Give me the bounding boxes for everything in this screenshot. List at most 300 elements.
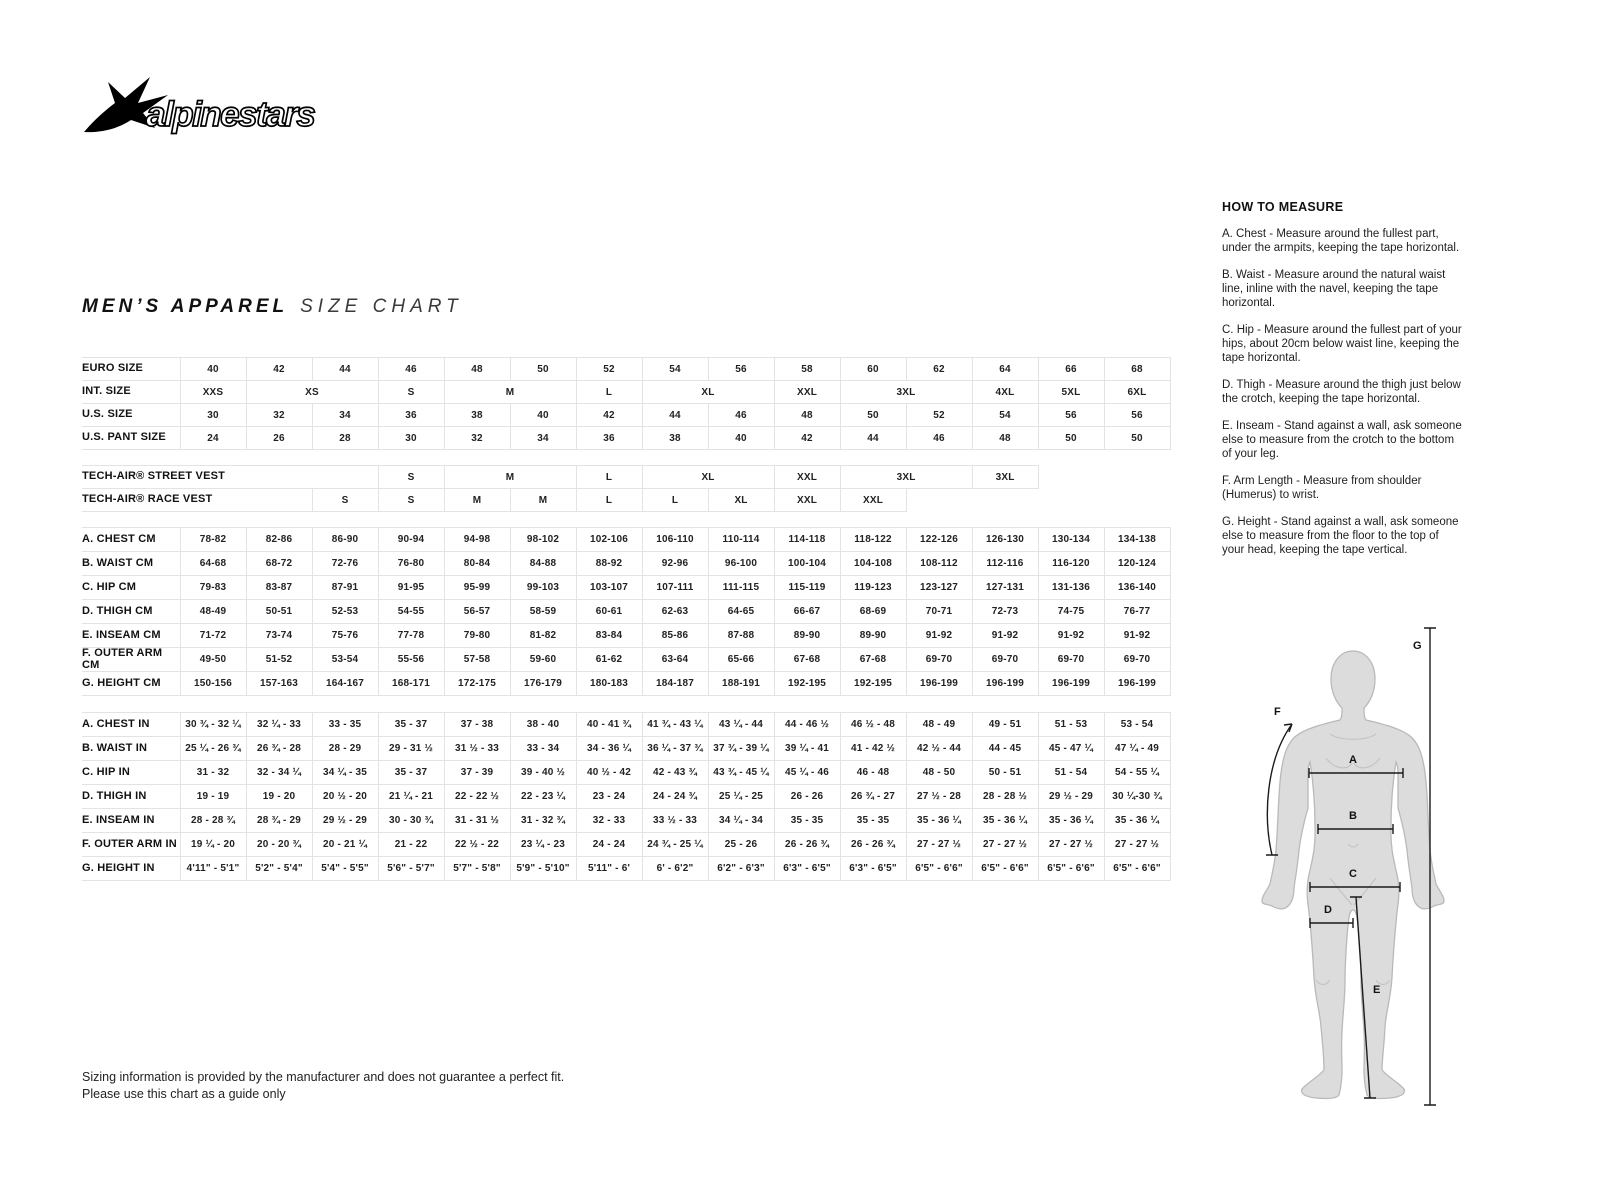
size-cell: 40 (708, 427, 774, 450)
size-cell: 50 - 51 (972, 761, 1038, 785)
size-cell: 28 - 28 ¾ (180, 809, 246, 833)
size-cell: 180-183 (576, 672, 642, 696)
size-cell: 27 - 27 ½ (972, 833, 1038, 857)
size-cell: 46 - 48 (840, 761, 906, 785)
size-cell: 35 - 36 ¼ (1104, 809, 1170, 833)
size-cell: 35 - 37 (378, 713, 444, 737)
row-label: C. HIP CM (82, 576, 180, 600)
size-cell: 91-92 (1038, 624, 1104, 648)
size-cell: 31 - 32 (180, 761, 246, 785)
size-cell: 61-62 (576, 648, 642, 672)
size-cell: 22 ½ - 22 (444, 833, 510, 857)
size-cell: XXL (774, 466, 840, 489)
size-cell: 107-111 (642, 576, 708, 600)
size-cell: 94-98 (444, 528, 510, 552)
size-conversion-table (82, 357, 1171, 450)
alpinestars-logo (80, 74, 360, 146)
table-row (82, 833, 1170, 857)
size-cell: 119-123 (840, 576, 906, 600)
size-cell: 5'7" - 5'8" (444, 857, 510, 881)
size-cell: 35 - 37 (378, 761, 444, 785)
size-cell: 5'4" - 5'5" (312, 857, 378, 881)
size-cell: 24 - 24 (576, 833, 642, 857)
size-cell: 30 ¾ - 32 ¼ (180, 713, 246, 737)
size-cell: 106-110 (642, 528, 708, 552)
size-cell: 21 - 22 (378, 833, 444, 857)
size-cell: 89-90 (774, 624, 840, 648)
size-cell: 35 - 35 (774, 809, 840, 833)
size-cell: 52 (576, 358, 642, 381)
table-row (82, 427, 1170, 450)
label-inseam: E (1373, 984, 1381, 996)
size-cell: 87-88 (708, 624, 774, 648)
table-row (82, 528, 1170, 552)
size-cell: 30 ¼-30 ¾ (1104, 785, 1170, 809)
tech-air-table (82, 465, 1170, 512)
size-cell: 126-130 (972, 528, 1038, 552)
size-cell: 26 (246, 427, 312, 450)
size-cell: 33 - 34 (510, 737, 576, 761)
size-cell: 52-53 (312, 600, 378, 624)
table-row (82, 489, 1170, 512)
size-cell: M (444, 381, 576, 404)
size-cell: 66-67 (774, 600, 840, 624)
size-cell: 27 - 27 ½ (1104, 833, 1170, 857)
row-label: B. WAIST CM (82, 552, 180, 576)
size-cell: 5'9" - 5'10" (510, 857, 576, 881)
size-cell: 20 ½ - 20 (312, 785, 378, 809)
size-cell: 62-63 (642, 600, 708, 624)
size-cell: 83-84 (576, 624, 642, 648)
footer-line-1: Sizing information is provided by the manufacturer and does not guarantee a perfect fit. (82, 1070, 565, 1084)
measure-item-hip: C. Hip - Measure around the fullest part of your hips, about 20cm below waist line, keeping the tape horizontal. (1222, 324, 1462, 364)
size-cell: 62 (906, 358, 972, 381)
size-cell: 28 - 28 ½ (972, 785, 1038, 809)
size-cell: 38 (642, 427, 708, 450)
size-cell: 95-99 (444, 576, 510, 600)
table-row (82, 785, 1170, 809)
size-cell: 188-191 (708, 672, 774, 696)
size-cell: 48 (444, 358, 510, 381)
size-cell: 91-92 (906, 624, 972, 648)
size-cell: 25 ¼ - 26 ¾ (180, 737, 246, 761)
size-cell: XXS (180, 381, 246, 404)
size-cell: 103-107 (576, 576, 642, 600)
size-cell: 56 (1104, 404, 1170, 427)
size-cell: 130-134 (1038, 528, 1104, 552)
size-cell: 38 (444, 404, 510, 427)
size-cell: 55-56 (378, 648, 444, 672)
size-cell: 64-65 (708, 600, 774, 624)
size-cell: 40 ½ - 42 (576, 761, 642, 785)
size-cell: S (378, 489, 444, 512)
size-cell: 102-106 (576, 528, 642, 552)
size-cell: 54-55 (378, 600, 444, 624)
table-row (82, 576, 1170, 600)
size-cell: 90-94 (378, 528, 444, 552)
table-row (82, 381, 1170, 404)
size-cell: 44 (642, 404, 708, 427)
size-cell: 53-54 (312, 648, 378, 672)
size-cell: 50 (510, 358, 576, 381)
size-cell: 68-72 (246, 552, 312, 576)
size-cell: 50 (840, 404, 906, 427)
size-cell: 5XL (1038, 381, 1104, 404)
size-cell: 46 (378, 358, 444, 381)
size-cell: 33 - 35 (312, 713, 378, 737)
size-cell: 6'2" - 6'3" (708, 857, 774, 881)
size-cell: 28 ¾ - 29 (246, 809, 312, 833)
size-cell: 110-114 (708, 528, 774, 552)
size-cell: 6'5" - 6'6" (972, 857, 1038, 881)
size-cell: 41 ¾ - 43 ¼ (642, 713, 708, 737)
size-cell: 56-57 (444, 600, 510, 624)
size-cell: 34 - 36 ¼ (576, 737, 642, 761)
size-cell: 39 ¼ - 41 (774, 737, 840, 761)
size-cell: 56 (1038, 404, 1104, 427)
size-cell: 51 - 54 (1038, 761, 1104, 785)
size-cell: 19 - 19 (180, 785, 246, 809)
size-cell: 64 (972, 358, 1038, 381)
size-cell: 42 ½ - 44 (906, 737, 972, 761)
size-cell: XS (246, 381, 378, 404)
measure-item-waist: B. Waist - Measure around the natural waist line, inline with the navel, keeping the tape horizontal. (1222, 269, 1446, 309)
size-cell: 26 ¾ - 28 (246, 737, 312, 761)
size-cell: 6XL (1104, 381, 1170, 404)
table-row (82, 404, 1170, 427)
size-cell: 28 - 29 (312, 737, 378, 761)
size-cell: 84-88 (510, 552, 576, 576)
size-cell: 122-126 (906, 528, 972, 552)
size-cell: 36 (576, 427, 642, 450)
size-cell: 63-64 (642, 648, 708, 672)
row-label: F. OUTER ARM CM (82, 648, 180, 672)
size-cell: 46 (708, 404, 774, 427)
size-cell: 88-92 (576, 552, 642, 576)
size-cell: 26 ¾ - 27 (840, 785, 906, 809)
size-cell: 87-91 (312, 576, 378, 600)
label-arm: F (1274, 706, 1281, 718)
size-cell: 3XL (972, 466, 1038, 489)
size-cell: 57-58 (444, 648, 510, 672)
size-cell: 27 ½ - 28 (906, 785, 972, 809)
size-cell: 45 - 47 ¼ (1038, 737, 1104, 761)
size-cell: 66 (1038, 358, 1104, 381)
size-cell: 96-100 (708, 552, 774, 576)
size-cell: 104-108 (840, 552, 906, 576)
measure-item-arm-length: F. Arm Length - Measure from shoulder (Humerus) to wrist. (1222, 475, 1422, 501)
page-title-main: MEN’S APPAREL (82, 296, 289, 317)
size-cell: 56 (708, 358, 774, 381)
size-cell: 50-51 (246, 600, 312, 624)
row-label: G. HEIGHT IN (82, 857, 180, 881)
empty-cell (906, 489, 1170, 512)
size-cell: 64-68 (180, 552, 246, 576)
size-cell: L (576, 489, 642, 512)
footer-line-2: Please use this chart as a guide only (82, 1087, 286, 1101)
size-cell: 111-115 (708, 576, 774, 600)
size-cell: 32 (444, 427, 510, 450)
row-label: F. OUTER ARM IN (82, 833, 180, 857)
size-cell: 4'11" - 5'1" (180, 857, 246, 881)
size-cell: 52 (906, 404, 972, 427)
size-cell: 69-70 (1038, 648, 1104, 672)
size-cell: 71-72 (180, 624, 246, 648)
size-cell: 42 (774, 427, 840, 450)
size-cell: 67-68 (840, 648, 906, 672)
size-cell: 22 - 22 ½ (444, 785, 510, 809)
size-cell: 54 (642, 358, 708, 381)
size-cell: 91-95 (378, 576, 444, 600)
size-cell: 35 - 36 ¼ (906, 809, 972, 833)
row-label: U.S. SIZE (82, 404, 180, 427)
size-cell: 91-92 (972, 624, 1038, 648)
size-cell: 33 ½ - 33 (642, 809, 708, 833)
size-cell: 35 - 36 ¼ (1038, 809, 1104, 833)
size-cell: 26 - 26 (774, 785, 840, 809)
size-cell: 164-167 (312, 672, 378, 696)
measurements-cm-table (82, 527, 1171, 696)
size-cell: 32 ¼ - 33 (246, 713, 312, 737)
size-cell: 31 ½ - 33 (444, 737, 510, 761)
body-measurement-figure (1230, 612, 1460, 1112)
size-cell: 41 - 42 ½ (840, 737, 906, 761)
empty-cell (1038, 466, 1170, 489)
size-cell: 114-118 (774, 528, 840, 552)
size-cell: 47 ¼ - 49 (1104, 737, 1170, 761)
size-cell: 70-71 (906, 600, 972, 624)
size-cell: XXL (774, 489, 840, 512)
size-cell: M (444, 466, 576, 489)
size-cell: 30 (180, 404, 246, 427)
size-cell: 58 (774, 358, 840, 381)
label-thigh: D (1324, 904, 1332, 916)
size-cell: 196-199 (972, 672, 1038, 696)
size-cell: 45 ¼ - 46 (774, 761, 840, 785)
size-cell: 120-124 (1104, 552, 1170, 576)
table-row (82, 466, 1170, 489)
label-chest: A (1349, 754, 1357, 766)
measure-item-inseam: E. Inseam - Stand against a wall, ask someone else to measure from the crotch to the bottom of your leg. (1222, 420, 1462, 460)
row-label: E. INSEAM CM (82, 624, 180, 648)
size-cell: 69-70 (1104, 648, 1170, 672)
table-row (82, 552, 1170, 576)
size-cell: 37 ¾ - 39 ¼ (708, 737, 774, 761)
size-cell: 6'5" - 6'6" (1038, 857, 1104, 881)
size-cell: 31 - 31 ½ (444, 809, 510, 833)
size-cell: 24 - 24 ¾ (642, 785, 708, 809)
size-cell: 43 ¼ - 44 (708, 713, 774, 737)
size-cell: 3XL (840, 381, 972, 404)
size-cell: 86-90 (312, 528, 378, 552)
size-cell: 59-60 (510, 648, 576, 672)
footer-disclaimer (82, 1069, 564, 1103)
size-cell: 32 - 34 ¼ (246, 761, 312, 785)
size-cell: 34 (312, 404, 378, 427)
size-cell: 76-80 (378, 552, 444, 576)
size-cell: 29 ½ - 29 (1038, 785, 1104, 809)
size-cell: XXL (774, 381, 840, 404)
size-cell: 36 ¼ - 37 ¾ (642, 737, 708, 761)
table-row (82, 761, 1170, 785)
size-cell: 192-195 (774, 672, 840, 696)
size-cell: 37 - 39 (444, 761, 510, 785)
size-cell: 99-103 (510, 576, 576, 600)
table-row (82, 737, 1170, 761)
size-cell: 68-69 (840, 600, 906, 624)
size-cell: 24 ¾ - 25 ¼ (642, 833, 708, 857)
measure-item-thigh: D. Thigh - Measure around the thigh just below the crotch, keeping the tape horizontal. (1222, 379, 1461, 405)
table-row (82, 624, 1170, 648)
size-cell: XL (708, 489, 774, 512)
size-cell: 80-84 (444, 552, 510, 576)
row-label: U.S. PANT SIZE (82, 427, 180, 450)
row-label: TECH-AIR® RACE VEST (82, 489, 312, 512)
size-cell: L (642, 489, 708, 512)
size-cell: 44 (312, 358, 378, 381)
size-cell: 48-49 (180, 600, 246, 624)
size-cell: 73-74 (246, 624, 312, 648)
row-label: G. HEIGHT CM (82, 672, 180, 696)
label-height: G (1413, 640, 1422, 652)
table-row (82, 857, 1170, 881)
size-cell: 136-140 (1104, 576, 1170, 600)
how-to-measure-panel (1222, 200, 1464, 570)
size-cell: 150-156 (180, 672, 246, 696)
table-row (82, 600, 1170, 624)
row-label: C. HIP IN (82, 761, 180, 785)
size-cell: S (378, 381, 444, 404)
row-label: A. CHEST CM (82, 528, 180, 552)
size-cell: 46 ½ - 48 (840, 713, 906, 737)
size-cell: 35 - 36 ¼ (972, 809, 1038, 833)
size-cell: 6' - 6'2" (642, 857, 708, 881)
size-cell: 6'3" - 6'5" (774, 857, 840, 881)
size-cell: 27 - 27 ½ (906, 833, 972, 857)
size-cell: 27 - 27 ½ (1038, 833, 1104, 857)
size-cell: 37 - 38 (444, 713, 510, 737)
size-cell: 92-96 (642, 552, 708, 576)
size-cell: 123-127 (906, 576, 972, 600)
size-cell: 19 ¼ - 20 (180, 833, 246, 857)
size-cell: 134-138 (1104, 528, 1170, 552)
size-cell: 69-70 (906, 648, 972, 672)
size-cell: L (576, 381, 642, 404)
size-cell: S (312, 489, 378, 512)
size-cell: 42 (576, 404, 642, 427)
size-cell: 168-171 (378, 672, 444, 696)
size-cell: 72-76 (312, 552, 378, 576)
size-cell: 40 (180, 358, 246, 381)
row-label: TECH-AIR® STREET VEST (82, 466, 378, 489)
size-cell: 112-116 (972, 552, 1038, 576)
table-row (82, 713, 1170, 737)
row-label: A. CHEST IN (82, 713, 180, 737)
size-cell: 24 (180, 427, 246, 450)
size-cell: 26 - 26 ¾ (774, 833, 840, 857)
size-cell: 115-119 (774, 576, 840, 600)
size-cell: 30 (378, 427, 444, 450)
table-row (82, 672, 1170, 696)
size-cell: 116-120 (1038, 552, 1104, 576)
size-cell: 19 - 20 (246, 785, 312, 809)
size-cell: 172-175 (444, 672, 510, 696)
size-cell: 196-199 (906, 672, 972, 696)
size-cell: 44 - 45 (972, 737, 1038, 761)
size-cell: 32 (246, 404, 312, 427)
size-cell: 85-86 (642, 624, 708, 648)
size-cell: 5'11" - 6' (576, 857, 642, 881)
row-label: D. THIGH IN (82, 785, 180, 809)
size-cell: 81-82 (510, 624, 576, 648)
size-cell: 100-104 (774, 552, 840, 576)
size-cell: XXL (840, 489, 906, 512)
size-cell: 72-73 (972, 600, 1038, 624)
size-cell: 34 ¼ - 34 (708, 809, 774, 833)
size-cell: 42 (246, 358, 312, 381)
size-cell: 32 - 33 (576, 809, 642, 833)
size-cell: 21 ¼ - 21 (378, 785, 444, 809)
size-cell: 25 - 26 (708, 833, 774, 857)
size-cell: 79-83 (180, 576, 246, 600)
size-cell: 83-87 (246, 576, 312, 600)
size-cell: 79-80 (444, 624, 510, 648)
size-cell: XL (642, 466, 774, 489)
size-cell: 34 (510, 427, 576, 450)
size-cell: L (576, 466, 642, 489)
size-cell: 48 (972, 427, 1038, 450)
size-cell: 78-82 (180, 528, 246, 552)
row-label: EURO SIZE (82, 358, 180, 381)
page-title (82, 296, 463, 318)
size-cell: 43 ¾ - 45 ¼ (708, 761, 774, 785)
size-cell: 35 - 35 (840, 809, 906, 833)
size-cell: 77-78 (378, 624, 444, 648)
size-cell: 22 - 23 ¼ (510, 785, 576, 809)
size-cell: 29 ½ - 29 (312, 809, 378, 833)
size-cell: 53 - 54 (1104, 713, 1170, 737)
size-cell: 67-68 (774, 648, 840, 672)
row-label: E. INSEAM IN (82, 809, 180, 833)
size-cell: 60-61 (576, 600, 642, 624)
size-cell: 44 - 46 ½ (774, 713, 840, 737)
size-cell: 50 (1038, 427, 1104, 450)
size-cell: 98-102 (510, 528, 576, 552)
size-cell: 34 ¼ - 35 (312, 761, 378, 785)
how-to-measure-title: HOW TO MEASURE (1222, 200, 1344, 214)
label-hip: C (1349, 868, 1357, 880)
size-cell: M (444, 489, 510, 512)
size-cell: 49-50 (180, 648, 246, 672)
size-cell: 4XL (972, 381, 1038, 404)
size-cell: 51 - 53 (1038, 713, 1104, 737)
size-cell: 69-70 (972, 648, 1038, 672)
size-cell: 6'5" - 6'6" (1104, 857, 1170, 881)
size-cell: 28 (312, 427, 378, 450)
size-cell: 25 ¼ - 25 (708, 785, 774, 809)
size-cell: 23 - 24 (576, 785, 642, 809)
row-label: D. THIGH CM (82, 600, 180, 624)
page-title-sub: SIZE CHART (300, 296, 463, 317)
size-cell: XL (642, 381, 774, 404)
size-cell: 49 - 51 (972, 713, 1038, 737)
size-cell: 26 - 26 ¾ (840, 833, 906, 857)
size-cell: 75-76 (312, 624, 378, 648)
size-cell: 20 - 20 ¾ (246, 833, 312, 857)
size-cell: 29 - 31 ½ (378, 737, 444, 761)
size-cell: 157-163 (246, 672, 312, 696)
size-cell: 5'2" - 5'4" (246, 857, 312, 881)
